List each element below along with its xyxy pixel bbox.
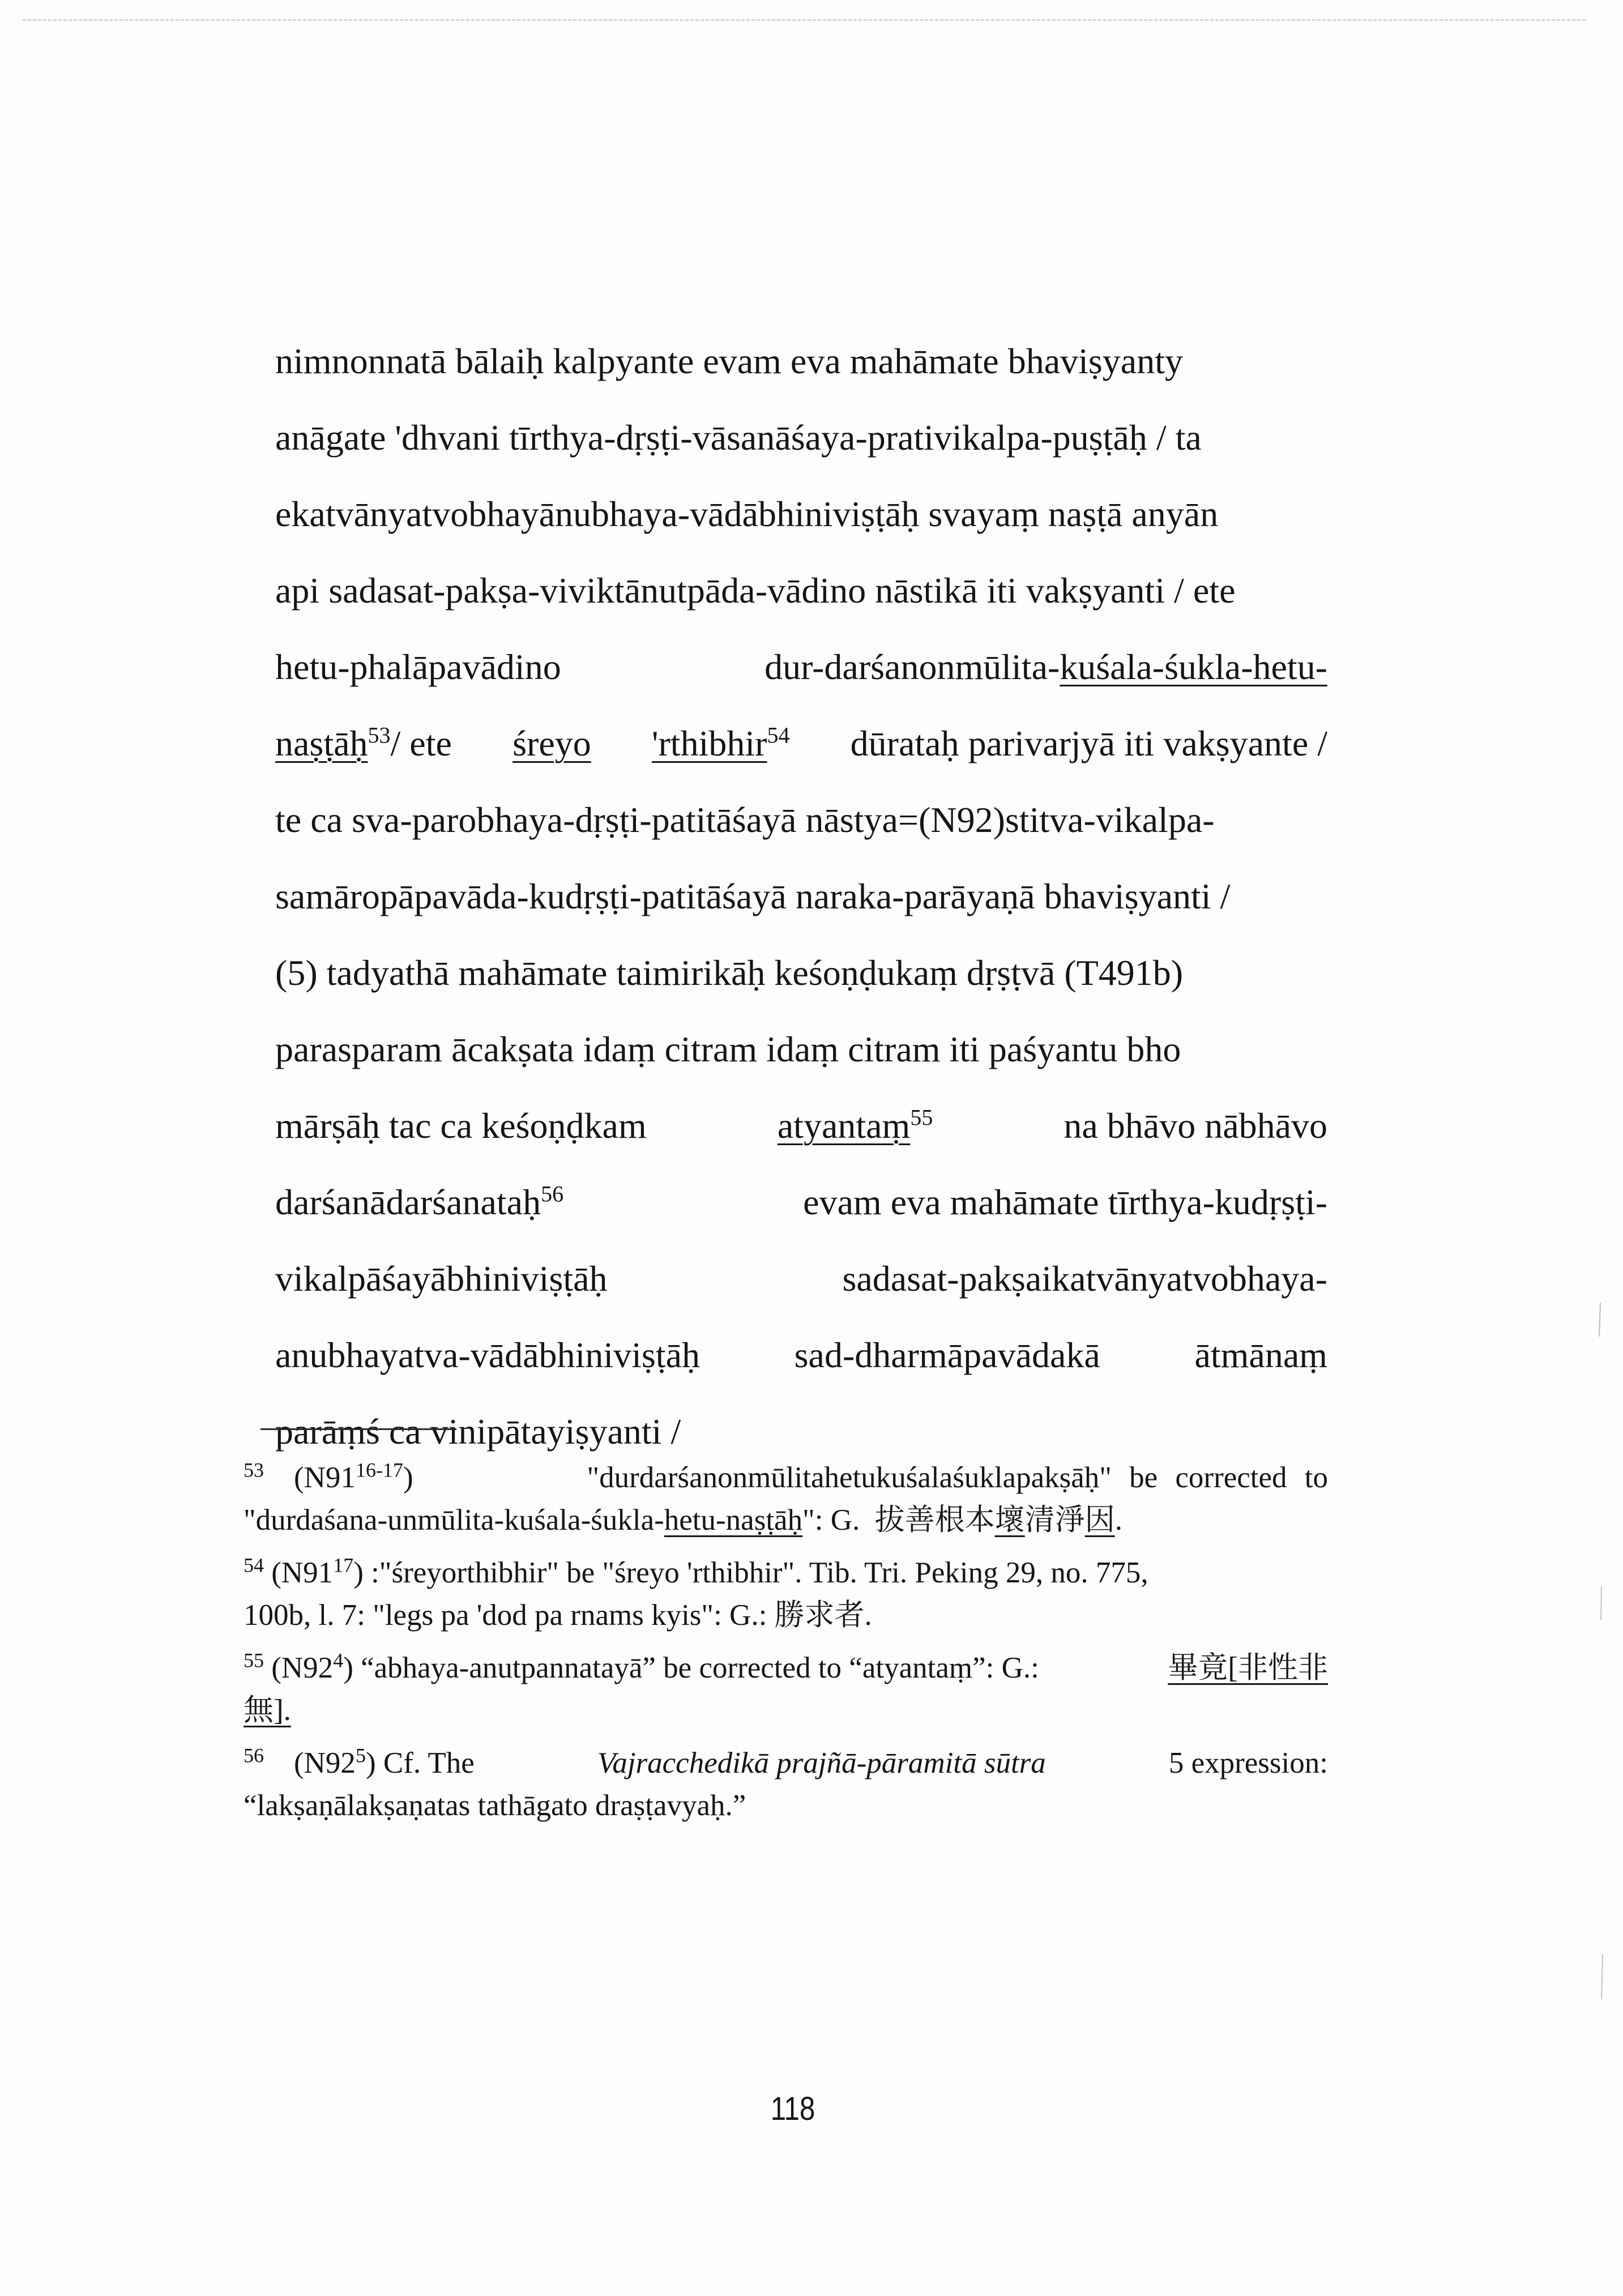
footnote-ref-56: 56 (541, 1181, 564, 1207)
footnote-54: $^{54}$ $(N91^{17})$ :"śreyorthibhir" be "śreyo 'rthibhir". Tib. Tri. Peking 29, no. 775, 100b, l. 7: "legs pa 'dod pa rnams kyis": G.: 勝求者. (244, 1554, 1148, 1632)
footnote-ref-55: 55 (910, 1104, 933, 1130)
text-line: mārṣāḥ tac ca keśoṇḍkam atyantaṃ$^{55}$ na bhāvo nābhāvo (275, 1104, 1327, 1146)
text-line: nimnonnatā bālaiḥ kalpyante evam eva mahāmate bhaviṣyanty (275, 341, 1183, 381)
text-line: te ca sva-parobhaya-dṛṣṭi-patitāśayā nāstya=(N92)stitva-vikalpa- (275, 800, 1215, 840)
text-line: vikalpāśayābhiniviṣṭāḥ sadasat-pakṣaikatvānyatvobhaya- (275, 1258, 1327, 1299)
text-line: parasparam ācakṣata idaṃ citram idaṃ citram iti paśyantu bho (275, 1029, 1181, 1069)
footnote-55: $^{55}$ $(N92^4)$ “abhaya-anutpannatayā” be corrected to “atyantaṃ”: G.: 畢竟[非性非 無]. (244, 1649, 1328, 1727)
scan-top-edge (23, 19, 1586, 21)
footnote-ref-54: 54 (767, 722, 790, 748)
text-line: api sadasat-pakṣa-viviktānutpāda-vādino nāstikā iti vakṣyanti / ete (275, 570, 1236, 611)
footnote-separator (260, 1428, 456, 1430)
footnote-ref-53: 53 (368, 722, 391, 748)
text-line: naṣṭāḥ$^{53}$/ ete śreyo 'rthibhir$^{54}$ dūrataḥ parivarjyā iti vakṣyante / (275, 722, 1327, 763)
text-line: (5) tadyathā mahāmate taimirikāḥ keśoṇḍukaṃ dṛṣṭvā (T491b) (275, 953, 1184, 993)
text-line: hetu-phalāpavādino dur-darśanonmūlita-kuśala-śukla-hetu- (275, 647, 1327, 687)
text-line: anubhayatva-vādābhiniviṣṭāḥ sad-dharmāpavādakā ātmānaṃ (275, 1335, 1327, 1375)
footnote-56: $^{56}$ $(N92^5)$ Cf. The Vajracchedikā prajñā-pāramitā sūtra 5 expression: “lakṣaṇālakṣaṇatas tathāgato draṣṭavyaḥ.” (244, 1744, 1328, 1822)
text-line: anāgate 'dhvani tīrthya-dṛṣṭi-vāsanāśaya-prativikalpa-puṣṭāḥ / ta (275, 417, 1202, 458)
text-line: parāṃś ca vinipātayiṣyanti / (275, 1411, 681, 1452)
text-line: darśanādarśanataḥ$^{56}$ evam eva mahāmate tīrthya-kudṛṣṭi- (275, 1181, 1327, 1222)
footnote-53: $^{53}$ (N91$^{16-17}$) "durdarśanonmūlitahetukuśalaśuklapakṣāḥ" be corrected to "durdaśana-unmūlita-kuśala-śukla-hetu-naṣṭāḥ": G. 拔善根本壞清淨因. (244, 1458, 1328, 1537)
main-text (275, 323, 1327, 1470)
page-number: 118 (770, 2090, 815, 2127)
text-line: ekatvānyatvobhayānubhaya-vādābhiniviṣṭāḥ svayaṃ naṣṭā anyān (275, 494, 1219, 534)
footnotes (244, 1457, 1328, 1837)
text-line: samāropāpavāda-kudṛṣṭi-patitāśayā naraka-parāyaṇā bhaviṣyanti / (275, 876, 1231, 916)
scan-specks (1589, 1303, 1612, 2209)
